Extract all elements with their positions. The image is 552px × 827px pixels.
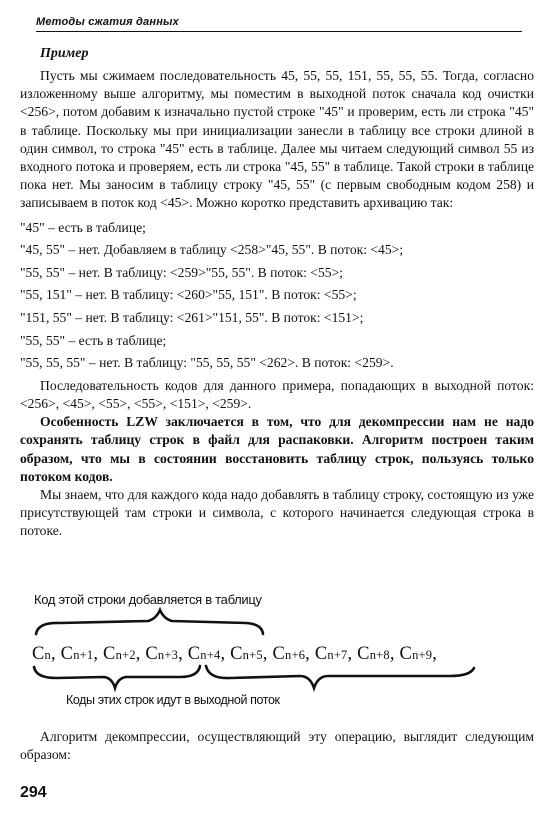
sequence-item: Cn xyxy=(32,644,51,664)
sequence-item: Cn+3 xyxy=(145,644,179,664)
sequence-item: Cn+9 xyxy=(399,644,433,664)
intro-paragraph: Пусть мы сжимаем последовательность 45, 55, 55, 151, 55, 55, 55. Тогда, согласно изложенному выше алгоритму, мы поместим в выходной поток сначала код очистки <256>, потом добавим к изначально пустой строке "45" и проверим, есть ли строка "45" в таблице. Поскольку мы при инициализации занесли в таблицу все строки длиной в один символ, то строка "45" есть в таблице. Далее мы читаем следующий символ 55 из входного потока и проверяем, есть ли строка "45, 55" в таблице. Такой строки в таблице пока нет. Мы заносим в таблицу строку "45, 55" (с первым свободным кодом 258) и записываем в поток код <45>. Можно коротко представить архивацию так: xyxy=(20,68,534,211)
sequence-item: Cn+1 xyxy=(60,644,94,664)
bottom-brace-left xyxy=(34,666,200,688)
code-sequence: Cn, Cn+1, Cn+2, Cn+3, Cn+4, Cn+5, Cn+6, Cn+7, Cn+8, Cn+9, xyxy=(32,644,438,664)
know-paragraph: Мы знаем, что для каждого кода надо добавлять в таблицу строку, состоящую из уже присутствующей там строки и символа, с которого начинается следующая строка в потоке. xyxy=(20,487,534,539)
step-item: "55, 55" – есть в таблице; xyxy=(20,332,167,348)
step-item: "55, 55" – нет. В таблицу: <259>"55, 55". В поток: <55>; xyxy=(20,264,344,280)
sequence-item: Cn+4 xyxy=(187,644,221,664)
step-item: "151, 55" – нет. В таблицу: <261>"151, 55". В поток: <151>; xyxy=(20,310,364,325)
lzw-diagram xyxy=(20,592,520,722)
header-rule xyxy=(36,31,522,32)
algorithm-paragraph: Алгоритм декомпрессии, осуществляющий эту операцию, выглядит следующим образом: xyxy=(20,729,534,763)
top-brace xyxy=(36,610,263,634)
diagram-top-caption: Код этой строки добавляется в таблицу xyxy=(34,592,262,607)
sequence-item: Cn+6 xyxy=(272,644,306,664)
sequence-item: Cn+5 xyxy=(230,644,263,664)
page-number: 294 xyxy=(20,784,47,801)
bottom-brace-right xyxy=(206,666,474,688)
sequence-item: Cn+7 xyxy=(314,644,348,664)
codes-paragraph: Последовательность кодов для данного примера, попадающих в выходной поток: <256>, <45>, <55>, <55>, <151>, <259>. xyxy=(20,377,534,411)
step-item: "55, 55, 55" – нет. В таблицу: "55, 55, 55" <262>. В поток: <259>. xyxy=(20,355,394,371)
sequence-item: Cn+8 xyxy=(357,644,390,664)
lzw-paragraph: Особенность LZW заключается в том, что для декомпрессии нам не надо сохранять таблицу строк в файл для распаковки. Алгоритм построен таким образом, что мы в состоянии восстановить таблицу строк, пользуясь только потоком кодов. xyxy=(20,414,534,484)
section-title: Пример xyxy=(40,46,89,61)
step-item: "55, 151" – нет. В таблицу: <260>"55, 151". В поток: <55>; xyxy=(20,287,357,303)
main-text xyxy=(20,45,534,541)
compression-steps xyxy=(20,217,534,375)
step-item: "45" – есть в таблице; xyxy=(20,219,146,235)
after-diagram-text xyxy=(20,728,534,764)
running-head: Методы сжатия данных xyxy=(36,16,179,28)
diagram-bottom-caption: Коды этих строк идут в выходной поток xyxy=(66,693,280,707)
sequence-item: Cn+2 xyxy=(103,644,136,664)
step-item: "45, 55" – нет. Добавляем в таблицу <258>"45, 55". В поток: <45>; xyxy=(20,242,404,258)
